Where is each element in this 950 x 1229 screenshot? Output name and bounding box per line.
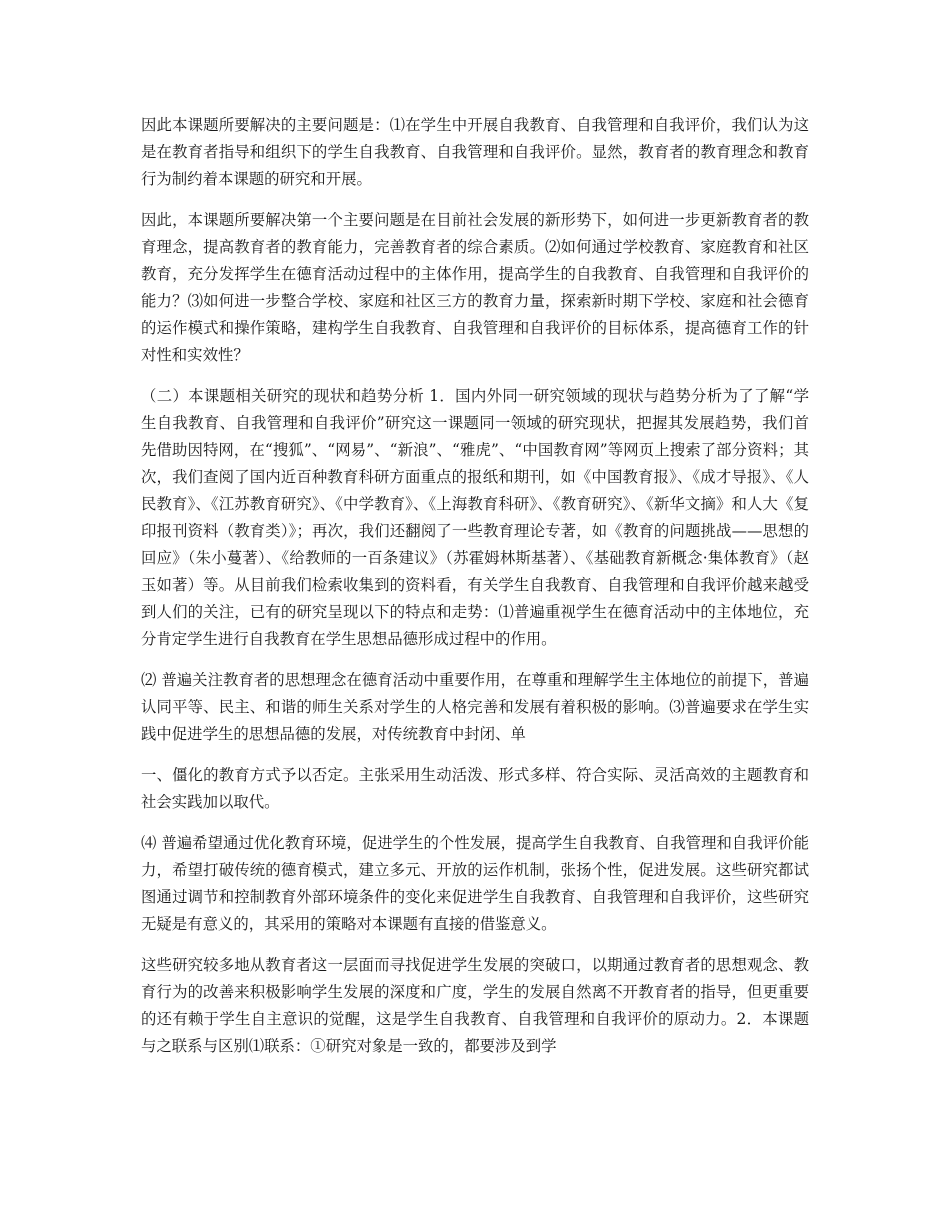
paragraph-point-2-3: ⑵ 普遍关注教育者的思想理念在德育活动中重要作用，在尊重和理解学生主体地位的前提下，普遍认同平等、民主、和谐的师生关系对学生的人格完善和发展有着积极的影响。⑶普遍要求在学生实践中促进学生的思想品德的发展，对传统教育中封闭、单 xyxy=(141,671,809,743)
paragraph-rigid-methods: 一、僵化的教育方式予以否定。主张采用生动活泼、形式多样、符合实际、灵活高效的主题教育和社会实践加以取代。 xyxy=(141,766,809,811)
paragraph-point-4: ⑷ 普遍希望通过优化教育环境，促进学生的个性发展，提高学生自我教育、自我管理和自我评价能力，希望打破传统的德育模式，建立多元、开放的运作机制，张扬个性，促进发展。这些研究都试图通过调节和控制教育外部环境条件的变化来促进学生自我教育、自我管理和自我评价，这些研究无疑是有意义的，其采用的策略对本课题有直接的借鉴意义。 xyxy=(141,834,809,933)
paragraph-first-problem: 因此，本课题所要解决第一个主要问题是在目前社会发展的新形势下，如何进一步更新教育者的教育理念，提高教育者的教育能力，完善教育者的综合素质。⑵如何通过学校教育、家庭教育和社区教育，充分发挥学生在德育活动过程中的主体作用，提高学生的自我教育、自我管理和自我评价的能力？⑶如何进一步整合学校、家庭和社区三方的教育力量，探索新时期下学校、家庭和社会德育的运作模式和操作策略，建构学生自我教育、自我管理和自我评价的目标体系，提高德育工作的针对性和实效性？ xyxy=(141,211,809,364)
paragraph-main-problems: 因此本课题所要解决的主要问题是：⑴在学生中开展自我教育、自我管理和自我评价，我们认为这是在教育者指导和组织下的学生自我教育、自我管理和自我评价。显然，教育者的教育理念和教育行为制约着本课题的研究和开展。 xyxy=(141,116,809,188)
paragraph-research-status: （二）本课题相关研究的现状和趋势分析 1．国内外同一研究领域的现状与趋势分析为了了解“学生自我教育、自我管理和自我评价”研究这一课题同一领域的研究现状，把握其发展趋势，我们首先借助因特网，在“搜狐”、“网易”、“新浪”、“雅虎”、“中国教育网”等网页上搜索了部分资料；其次，我们查阅了国内近百种教育科研方面重点的报纸和期刊，如《中国教育报》、《成才导报》、《人民教育》、《江苏教育研究》、《中学教育》、《上海教育科研》、《教育研究》、《新华文摘》和人大《复印报刊资料（教育类）》；再次，我们还翻阅了一些教育理论专著，如《教育的问题挑战——思想的回应》（朱小蔓著）、《给教师的一百条建议》（苏霍姆林斯基著）、《基础教育新概念·集体教育》（赵玉如著）等。从目前我们检索收集到的资料看，有关学生自我教育、自我管理和自我评价越来越受到人们的关注，已有的研究呈现以下的特点和走势：⑴普遍重视学生在德育活动中的主体地位，充分肯定学生进行自我教育在学生思想品德形成过程中的作用。 xyxy=(141,387,809,648)
paragraph-relation: 这些研究较多地从教育者这一层面而寻找促进学生发展的突破口，以期通过教育者的思想观念、教育行为的改善来积极影响学生发展的深度和广度，学生的发展自然离不开教育者的指导，但更重要的还有赖于学生自主意识的觉醒，这是学生自我教育、自我管理和自我评价的原动力。2．本课题与之联系与区别⑴联系：①研究对象是一致的，都要涉及到学 xyxy=(141,956,809,1055)
document-body xyxy=(141,112,809,1074)
